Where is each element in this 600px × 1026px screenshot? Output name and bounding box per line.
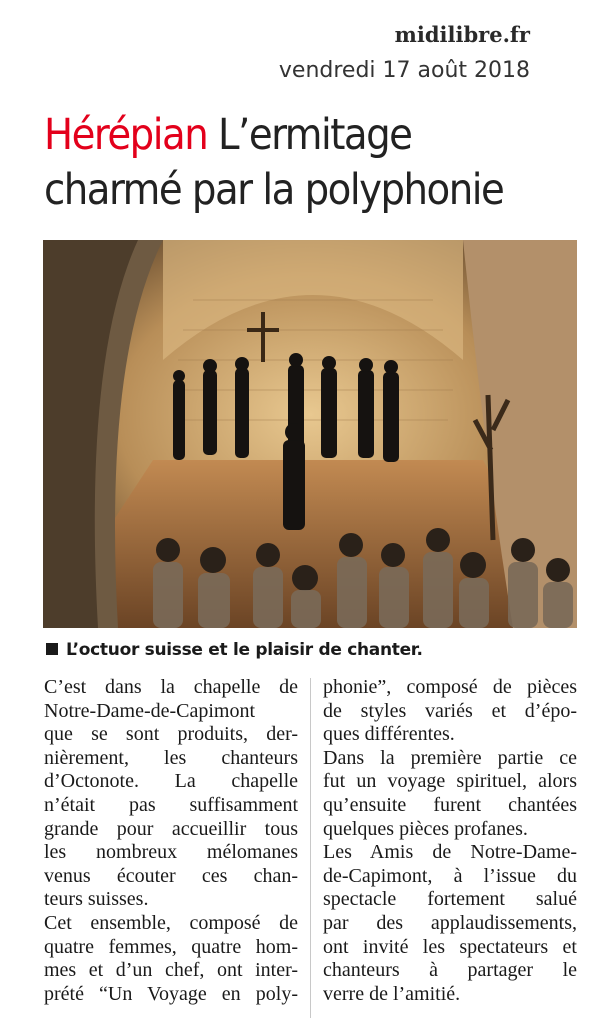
chapel-concert-illustration: [43, 240, 577, 628]
headline-line-2: charmé par la polyphonie: [44, 165, 504, 215]
column-1-line: quatre femmes, quatre hom-: [44, 935, 298, 958]
column-2-line: Les Amis de Notre-Dame-: [323, 841, 577, 864]
column-1-line: teurs suisses.: [44, 888, 149, 911]
headline-place: Hérépian: [44, 110, 208, 160]
column-2-line: Dans la première partie ce: [323, 746, 577, 769]
column-1-line: les nombreux mélomanes: [44, 841, 298, 864]
column-1-line: que se sont produits, der-: [44, 723, 298, 746]
column-2-line: qu’ensuite furent chantées: [323, 793, 577, 816]
column-1-line: Cet ensemble, composé de: [44, 911, 298, 934]
column-1-line: mes et d’un chef, ont inter-: [44, 959, 298, 982]
column-2-line: phonie”, composé de pièces: [323, 676, 577, 698]
column-2-line: spectacle fortement salué: [323, 888, 577, 911]
article-column-2: [323, 676, 577, 1006]
headline-line-1: [44, 108, 584, 163]
article-photo: [43, 240, 577, 628]
column-1-line: C’est dans la chapelle de: [44, 676, 298, 698]
column-1-line: nièrement, les chanteurs: [44, 746, 298, 769]
column-2-line: chanteurs à partager le: [323, 959, 577, 982]
photo-caption: [46, 640, 423, 660]
column-1-line: n’était pas suffisamment: [44, 793, 298, 816]
caption-text: L’octuor suisse et le plaisir de chanter.: [66, 640, 423, 660]
column-1-line: d’Octonote. La chapelle: [44, 770, 298, 793]
headline-title-start: L’ermitage: [207, 110, 412, 160]
column-2-line: de styles variés et d’épo-: [323, 699, 577, 722]
column-2-line: par des applaudissements,: [323, 911, 577, 934]
caption-square-icon: [46, 643, 58, 655]
article-headline: [44, 108, 584, 218]
column-1-line: prété “Un Voyage en poly-: [44, 982, 298, 1005]
column-1-line: venus écouter ces chan-: [44, 864, 298, 887]
column-divider: [310, 678, 311, 1018]
column-2-line: fut un voyage spirituel, alors: [323, 770, 577, 793]
column-2-line: de-Capimont, à l’issue du: [323, 864, 577, 887]
column-2-line: ont invité les spectateurs et: [323, 935, 577, 958]
column-2-line: ques différentes.: [323, 723, 455, 746]
column-1-line: grande pour accueillir tous: [44, 817, 298, 840]
article-column-1: [44, 676, 298, 1006]
publication-date: vendredi 17 août 2018: [278, 58, 530, 83]
column-1-line: Notre-Dame-de-Capimont: [44, 699, 256, 722]
column-2-line: verre de l’amitié.: [323, 982, 461, 1005]
publication-source: midilibre.fr: [394, 22, 530, 47]
column-2-line: quelques pièces profanes.: [323, 817, 528, 840]
